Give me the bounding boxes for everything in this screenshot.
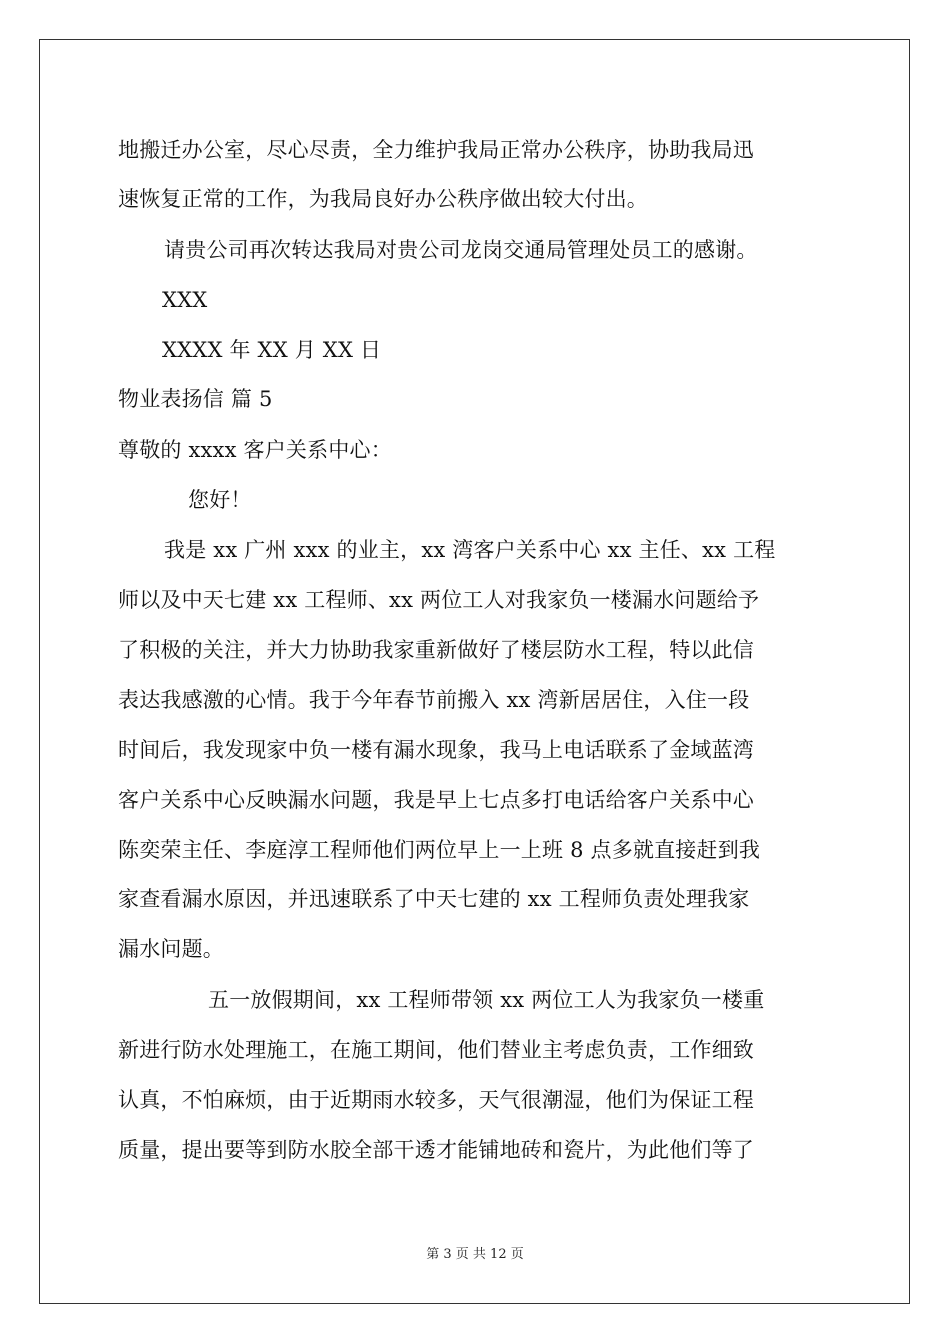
text-line: 了积极的关注，并大力协助我家重新做好了楼层防水工程，特以此信 — [118, 638, 754, 662]
signature-date: XXXX 年 XX 月 XX 日 — [162, 338, 382, 362]
greeting: 您好！ — [188, 488, 252, 512]
signature-name: XXX — [162, 288, 208, 312]
text-line: 我是 xx 广州 xxx 的业主，xx 湾客户关系中心 xx 主任、xx 工程 — [164, 538, 776, 562]
text-line: 五一放假期间，xx 工程师带领 xx 两位工人为我家负一楼重 — [208, 988, 765, 1012]
text-line: 地搬迁办公室，尽心尽责，全力维护我局正常办公秩序，协助我局迅 — [118, 138, 754, 162]
text-line: 速恢复正常的工作，为我局良好办公秩序做出较大付出。 — [118, 187, 648, 211]
text-line: 客户关系中心反映漏水问题，我是早上七点多打电话给客户关系中心 — [118, 788, 754, 812]
salutation: 尊敬的 xxxx 客户关系中心： — [118, 438, 392, 462]
text-line: 表达我感激的心情。我于今年春节前搬入 xx 湾新居居住，入住一段 — [118, 688, 750, 712]
text-line: 时间后，我发现家中负一楼有漏水现象，我马上电话联系了金域蓝湾 — [118, 738, 754, 762]
text-line: 请贵公司再次转达我局对贵公司龙岗交通局管理处员工的感谢。 — [164, 238, 758, 262]
text-line: 漏水问题。 — [118, 937, 224, 961]
text-line: 新进行防水处理施工，在施工期间，他们替业主考虑负责，工作细致 — [118, 1038, 754, 1062]
text-line: 质量，提出要等到防水胶全部干透才能铺地砖和瓷片，为此他们等了 — [118, 1138, 754, 1162]
text-line: 师以及中天七建 xx 工程师、xx 两位工人对我家负一楼漏水问题给予 — [118, 588, 760, 612]
text-line: 家查看漏水原因，并迅速联系了中天七建的 xx 工程师负责处理我家 — [118, 887, 750, 911]
page-border — [39, 39, 910, 1304]
page-footer: 第 3 页 共 12 页 — [426, 1247, 524, 1262]
text-line: 陈奕荣主任、李庭淳工程师他们两位早上一上班 8 点多就直接赶到我 — [118, 838, 761, 862]
section-title: 物业表扬信 篇 5 — [118, 387, 273, 411]
text-line: 认真，不怕麻烦，由于近期雨水较多，天气很潮湿，他们为保证工程 — [118, 1088, 754, 1112]
